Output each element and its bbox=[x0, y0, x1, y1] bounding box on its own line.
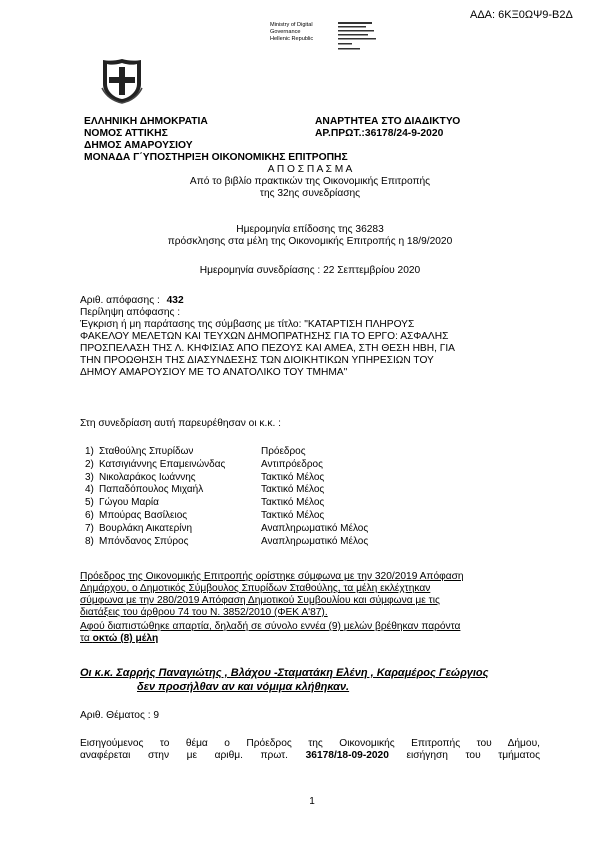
chair-line: διατάξεις του άρθρου 74 του Ν. 3852/2010 (ΦΕΚ Α'87). bbox=[80, 607, 328, 618]
summary-line: Έγκριση ή μη παράτασης της σύμβασης με τίτλο: "ΚΑΤΑΡΤΙΣΗ ΠΛΗΡΟΥΣ bbox=[80, 319, 415, 330]
decision-number-label: Αριθ. απόφασης : bbox=[80, 295, 160, 306]
quorum-line: τα οκτώ (8) μέλη bbox=[80, 633, 159, 644]
summary-line: ΔΗΜΟΥ ΑΜΑΡΟΥΣΙΟΥ ΜΕ ΤΟ ΑΝΑΤΟΛΙΚΟ ΤΟΥ ΤΜΗΜΑ" bbox=[80, 367, 348, 378]
digital-signature-stamp bbox=[270, 22, 380, 62]
session-number: της 32ης συνεδρίασης bbox=[259, 188, 361, 199]
issuer-line: ΔΗΜΟΣ ΑΜΑΡΟΥΣΙΟΥ bbox=[84, 140, 193, 151]
reference-number: 36178/18-09-2020 bbox=[305, 750, 389, 761]
summary-label: Περίληψη απόφασης : bbox=[80, 307, 181, 318]
signature-ministry-line: Hellenic Republic bbox=[270, 36, 314, 42]
issuer-block bbox=[84, 116, 348, 164]
member-row: 8) Μπόνδανος Σπύρος Αναπληρωματικό Μέλος bbox=[85, 535, 369, 547]
member-row: 1) Σταθούλης Σπυρίδων Πρόεδρος bbox=[85, 446, 306, 457]
extract-title: Α Π Ο Σ Π Α Σ Μ Α bbox=[267, 164, 353, 175]
delivery-line: Ημερομηνία επίδοσης της 36283 bbox=[236, 224, 384, 235]
quorum-line: Αφού διαπιστώθηκε απαρτία, δηλαδή σε σύνολο εννέα (9) μελών βρέθηκαν παρόντα bbox=[80, 621, 461, 632]
member-row: 7) Βουρλάκη Αικατερίνη Αναπληρωματικό Μέλος bbox=[85, 522, 369, 534]
summary-line: ΤΗΝ ΠΡΟΩΘΗΣΗ ΤΗΣ ΔΙΑΣΥΝΔΕΣΗΣ ΤΩΝ ΔΙΟΙΚΗΤΙΚΩΝ ΥΠΗΡΕΣΙΩΝ ΤΟΥ bbox=[80, 355, 434, 366]
decision-number-row bbox=[80, 295, 184, 307]
members-list bbox=[85, 446, 368, 548]
member-row: 2) Κατσιγιάννης Επαμεινώνδας Αντιπρόεδρος bbox=[85, 458, 323, 470]
page-number: 1 bbox=[309, 796, 315, 807]
signature-ministry-line: Ministry of Digital bbox=[270, 22, 313, 28]
absent-members-line: Οι κ.κ. Σαρρής Παναγιώτης , Βλάχου -Σταματάκη Ελένη , Καραμέρος Γεώργιος bbox=[80, 667, 489, 679]
delivery-line: πρόσκλησης στα μέλη της Οικονομικής Επιτροπής η 18/9/2020 bbox=[167, 236, 453, 247]
intro-line: αναφέρεται στην με αριθμ. πρωτ. 36178/18-09-2020 εισήγηση του τμήματος bbox=[80, 750, 541, 761]
signature-ministry-line: Governance bbox=[270, 29, 301, 35]
extract-source-line: Από το βιβλίο πρακτικών της Οικονομικής Επιτροπής bbox=[189, 176, 431, 187]
ada-code: ΑΔΑ: 6ΚΞ0ΩΨ9-Β2Δ bbox=[470, 9, 573, 21]
intro-line: Εισηγούμενος το θέμα ο Πρόεδρος της Οικονομικής Επιτροπής του Δήμου, bbox=[80, 738, 540, 749]
decision-number: 432 bbox=[166, 295, 184, 306]
member-row: 4) Παπαδόπουλος Μιχαήλ Τακτικό Μέλος bbox=[85, 484, 325, 496]
decision-summary bbox=[80, 319, 540, 379]
attendance-intro: Στη συνεδρίαση αυτή παρευρέθησαν οι κ.κ. : bbox=[80, 418, 281, 429]
item-number: Αριθ. Θέματος : 9 bbox=[80, 710, 160, 721]
summary-line: ΠΡΟΣΠΕΛΑΣΗ ΤΗΣ Λ. ΚΗΦΙΣΙΑΣ ΑΠΟ ΠΕΖΟΥΣ ΚΑΙ ΑΜΕΑ, ΣΤΗ ΘΕΣΗ ΗΒΗ, ΓΙΑ bbox=[80, 343, 455, 354]
chair-paragraph bbox=[80, 571, 540, 619]
introduction-paragraph bbox=[80, 738, 540, 762]
quorum-paragraph bbox=[80, 621, 540, 645]
member-row: 3) Νικολαράκος Ιωάννης Τακτικό Μέλος bbox=[85, 471, 325, 483]
publication-note: ΑΝΑΡΤΗΤΕΑ ΣΤΟ ΔΙΑΔΙΚΤΥΟ bbox=[315, 116, 461, 127]
chair-line: Πρόεδρος της Οικονομικής Επιτροπής ορίστηκε σύμφωνα με την 320/2019 Απόφαση bbox=[80, 571, 464, 582]
greek-coat-of-arms-icon bbox=[99, 58, 145, 104]
present-count: οκτώ (8) μέλη bbox=[92, 633, 159, 644]
session-date: Ημερομηνία συνεδρίασης : 22 Σεπτεμβρίου 2020 bbox=[199, 265, 421, 276]
member-row: 6) Μπούρας Βασίλειος Τακτικό Μέλος bbox=[85, 509, 325, 521]
chair-line: Δημάρχου, ο Δημοτικός Σύμβουλος Σπυρίδων Σταθούλης, τα μέλη εκλέχτηκαν bbox=[80, 583, 431, 594]
issuer-line: ΕΛΛΗΝΙΚΗ ΔΗΜΟΚΡΑΤΙΑ bbox=[84, 116, 208, 127]
summary-line: ΦΑΚΕΛΟΥ ΜΕΛΕΤΩΝ ΚΑΙ ΤΕΥΧΩΝ ΔΗΜΟΠΡΑΤΗΣΗΣ ΓΙΑ ΤΟ ΕΡΓΟ: ΑΣΦΑΛΗΣ bbox=[80, 331, 449, 342]
issuer-line: ΜΟΝΑΔΑ Γ΄ΥΠΟΣΤΗΡΙΞΗ ΟΙΚΟΝΟΜΙΚΗΣ ΕΠΙΤΡΟΠΗΣ bbox=[84, 152, 348, 163]
member-row: 5) Γώγου Μαρία Τακτικό Μέλος bbox=[85, 497, 325, 509]
issuer-line: ΝΟΜΟΣ ΑΤΤΙΚΗΣ bbox=[84, 128, 168, 139]
publication-block bbox=[315, 116, 460, 140]
protocol-number: ΑΡ.ΠΡΩΤ.:36178/24-9-2020 bbox=[315, 128, 444, 139]
chair-line: σύμφωνα με την 280/2019 Απόφαση Δημοτικού Συμβουλίου και σύμφωνα με τις bbox=[80, 595, 440, 606]
absent-members-line: δεν προσήλθαν αν και νόμιμα κλήθηκαν. bbox=[137, 681, 350, 693]
